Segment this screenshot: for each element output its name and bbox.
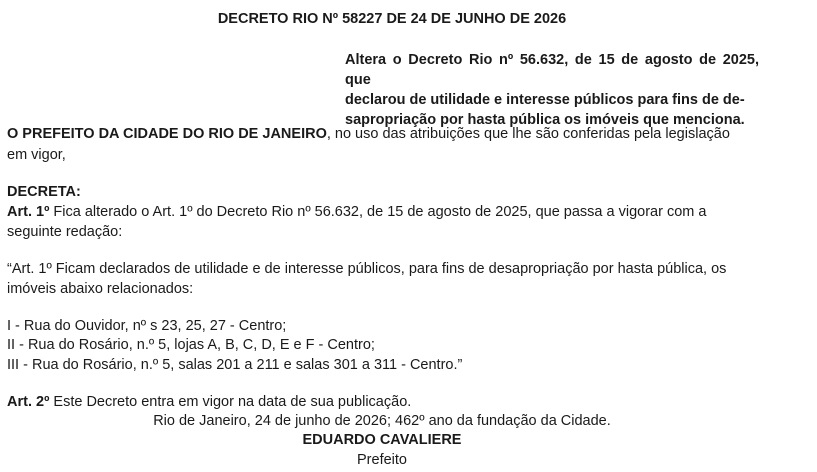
closing-signer: EDUARDO CAVALIERE: [302, 432, 462, 448]
list-item: I - Rua do Ouvidor, nº s 23, 25, 27 - Centro;: [7, 318, 287, 334]
art2-line: [7, 392, 763, 412]
ementa-line: Altera o Decreto Rio nº 56.632, de 15 de agosto de 2025, que: [345, 52, 759, 88]
preamble-text: , no uso das atribuições que lhe são conferidas pela legislação: [326, 126, 730, 142]
preamble-line-1: [7, 124, 763, 144]
preamble-authority: O PREFEITO DA CIDADE DO RIO DE JANEIRO: [7, 126, 327, 142]
closing-role: Prefeito: [357, 452, 407, 468]
quote-line-1: “Art. 1º Ficam declarados de utilidade e de interesse públicos, para fins de desapropriação por hasta pública, os: [7, 261, 727, 277]
art1-label: Art. 1º: [7, 204, 50, 220]
art1-line-1: [7, 202, 763, 222]
ementa-line: sapropriação por hasta pública os imóveis que menciona.: [345, 112, 745, 128]
art1-text: Fica alterado o Art. 1º do Decreto Rio nº 56.632, de 15 de agosto de 2025, que passa a vigorar com a: [49, 204, 707, 220]
ementa-line: declarou de utilidade e interesse públicos para fins de de-: [345, 92, 745, 108]
art1-line-2: seguinte redação:: [7, 224, 123, 240]
art2-label: Art. 2º: [7, 394, 50, 410]
preamble-line-2: em vigor,: [7, 147, 66, 163]
decree-ementa: [345, 50, 759, 130]
quote-line-2: imóveis abaixo relacionados:: [7, 281, 194, 297]
decreta-heading: DECRETA:: [7, 184, 81, 200]
list-item: III - Rua do Rosário, n.º 5, salas 201 a 211 e salas 301 a 311 - Centro.”: [7, 357, 463, 373]
art2-text: Este Decreto entra em vigor na data de sua publicação.: [49, 394, 412, 410]
closing-place-date: Rio de Janeiro, 24 de junho de 2026; 462º ano da fundação da Cidade.: [153, 413, 611, 429]
list-item: II - Rua do Rosário, n.º 5, lojas A, B, C, D, E e F - Centro;: [7, 337, 375, 353]
decree-title: DECRETO RIO Nº 58227 DE 24 DE JUNHO DE 2026: [217, 11, 567, 27]
